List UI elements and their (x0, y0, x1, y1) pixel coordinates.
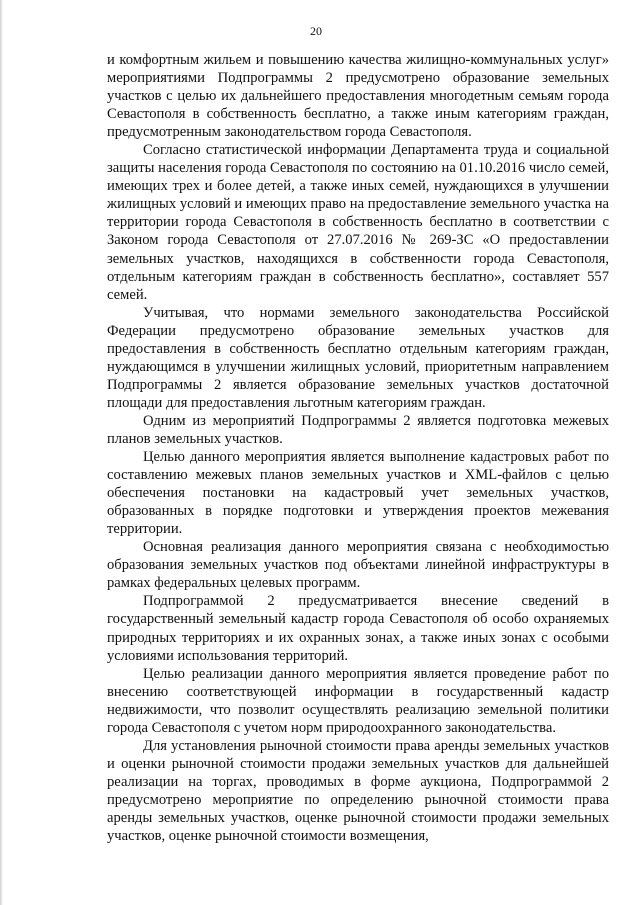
paragraph-continuation: и комфортным жильем и повышению качества жилищно-коммунальных услуг» мероприятиями Подпрограммы 2 предусмотрено образование земельных участков с целью их дальнейшего предоставления многодетным семьям города Севастополя в собственность бесплатно, а также иным категориям граждан, предусмотренным законодательством города Севастополя. (107, 52, 609, 141)
paragraph-cadastral-works: Целью данного мероприятия является выполнение кадастровых работ по составлению межевых планов земельных участков и XML-файлов с целью обеспечения постановки на кадастровый учет земельных участков, образованных в порядке подготовки и утверждения проектов межевания территории. (107, 449, 609, 538)
document-body (107, 51, 609, 845)
paragraph-statistics: Согласно статистической информации Департамента труда и социальной защиты населения города Севастополя по состоянию на 01.10.2016 число семей, имеющих трех и более детей, а также иных семей, нуждающихся в улучшении жилищных условий и имеющих право на предоставление земельного участка на территории города Севастополя в собственность бесплатно в соответствии с Законом города Севастополя от 27.07.2016 № 269-ЗС «О предоставлении земельных участков, находящихся в собственности города Севастополя, отдельным категориям граждан в собственность бесплатно», составляет 557 семей. (107, 142, 609, 303)
paragraph-survey-plans: Одним из мероприятий Подпрограммы 2 является подготовка межевых планов земельных участков. (107, 412, 609, 447)
paragraph-protected-territories: Подпрограммой 2 предусматривается внесение сведений в государственный земельный кадастр города Севастополя об особо охраняемых природных территориях и их охранных зонах, а также иных зонах с особыми условиями использования территорий. (107, 593, 609, 664)
page-number: 20 (310, 24, 322, 38)
paragraph-market-valuation: Для установления рыночной стоимости права аренды земельных участков и оценки рыночной стоимости продажи земельных участков для дальнейшей реализации на торгах, проводимых в форме аукциона, Подпрограммой 2 предусмотрено мероприятие по определению рыночной стоимости права аренды земельных участков, оценке рыночной стоимости продажи земельных участков, оценке рыночной стоимости возмещения, (107, 737, 609, 845)
paragraph-linear-infrastructure: Основная реализация данного мероприятия связана с необходимостью образования земельных участков под объектами линейной инфраструктуры в рамках федеральных целевых программ. (107, 539, 609, 592)
page-edge-shadow (0, 0, 3, 905)
paragraph-cadastre-information: Целью реализации данного мероприятия является проведение работ по внесению соответствующей информации в государственный кадастр недвижимости, что позволит осуществлять реализацию земельной политики города Севастополя с учетом норм природоохранного законодательства. (107, 665, 609, 736)
paragraph-priority-direction: Учитывая, что нормами земельного законодательства Российской Федерации предусмотрено образование земельных участков для предоставления в собственность бесплатно отдельным категориям граждан, нуждающимся в улучшении жилищных условий, приоритетным направлением Подпрограммы 2 является образование земельных участков достаточной площади для предоставления льготным категориям граждан. (107, 304, 609, 411)
